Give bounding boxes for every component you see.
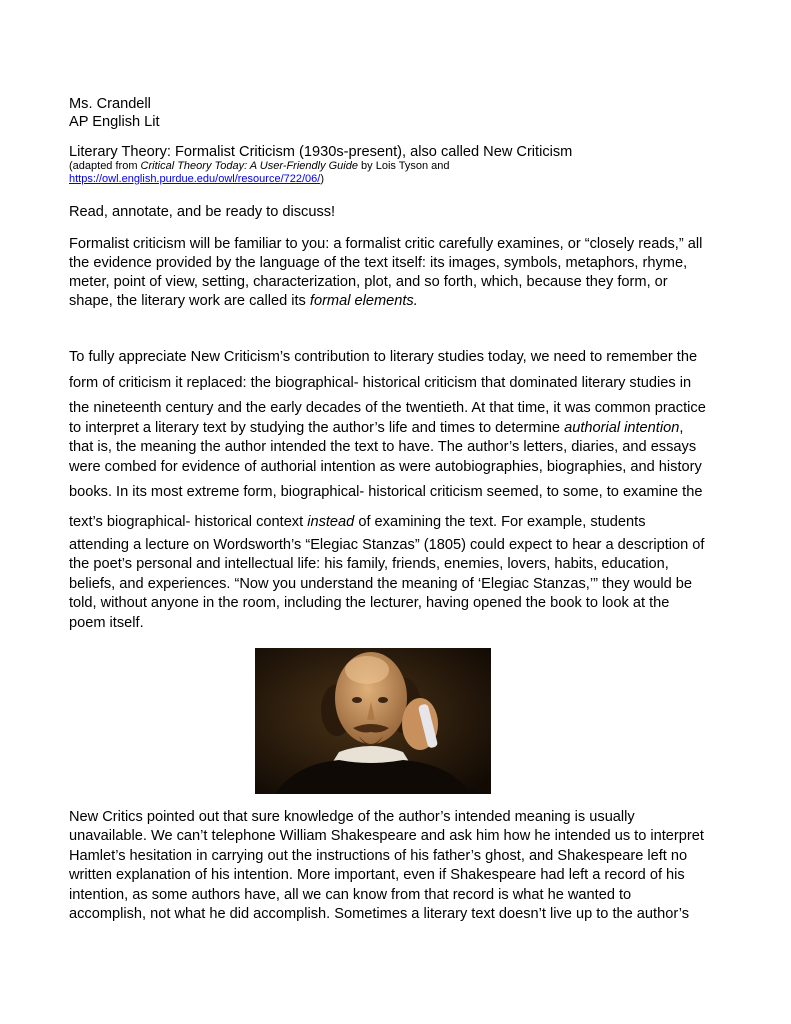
source-link-line xyxy=(69,173,324,186)
paragraph-2-line: poem itself. xyxy=(69,615,144,631)
paragraph-2-line: To fully appreciate New Criticism’s contribution to literary studies today, we need to remember the xyxy=(69,349,698,365)
paragraph-2-line: the nineteenth century and the early decades of the twentieth. At that time, it was common practice xyxy=(69,400,706,416)
authorial-intention-emphasis: authorial intention xyxy=(564,420,680,436)
paragraph-2-line: form of criticism it replaced: the biographical- historical criticism that dominated literary studies in xyxy=(69,375,692,391)
paragraph-3-line: Hamlet’s hesitation in carrying out the instructions of his father’s ghost, and Shakespeare left no xyxy=(69,848,688,864)
paragraph-1-line: the evidence provided by the language of the text itself: its images, symbols, metaphors, rhyme, xyxy=(69,255,688,271)
shakespeare-phone-portrait xyxy=(255,648,491,794)
source-citation xyxy=(69,160,450,173)
paragraph-2-line: attending a lecture on Wordsworth’s “Elegiac Stanzas” (1805) could expect to hear a description of xyxy=(69,537,705,553)
course-name: AP English Lit xyxy=(69,114,160,130)
paragraph-2-line xyxy=(69,513,646,531)
paragraph-3-line: written explanation of his intention. More important, even if Shakespeare had left a record of his xyxy=(69,867,685,883)
paragraph-2-line: that is, the meaning the author intended the text to have. The author’s letters, diaries, and essays xyxy=(69,439,697,455)
paragraph-2-text: of examining the text. For example, students xyxy=(354,514,646,530)
paragraph-3-line: unavailable. We can’t telephone William Shakespeare and ask him how he intended us to interpret xyxy=(69,828,704,844)
document-title: Literary Theory: Formalist Criticism (1930s-present), also called New Criticism xyxy=(69,144,573,160)
paragraph-2-line: the poet’s personal and intellectual life: his family, friends, enemies, lovers, habits, education, xyxy=(69,556,669,572)
paragraph-1-line: meter, point of view, setting, characterization, plot, and so forth, which, because they form, or xyxy=(69,274,668,290)
paragraph-2-text: , xyxy=(679,420,684,436)
formal-elements-emphasis: formal elements. xyxy=(309,293,418,309)
paragraph-2-text: text’s biographical- historical context xyxy=(69,514,308,530)
paragraph-2-line: books. In its most extreme form, biographical- historical criticism seemed, to some, to examine the xyxy=(69,484,703,500)
paragraph-2-line: were combed for evidence of authorial intention as were autobiographies, biographies, and history xyxy=(69,459,702,475)
source-suffix: by Lois Tyson and xyxy=(357,160,450,172)
paragraph-3-line: accomplish, not what he did accomplish. Sometimes a literary text doesn’t live up to the author’s xyxy=(69,906,690,922)
source-book-title: Critical Theory Today: A User-Friendly Guide xyxy=(140,160,358,172)
paragraph-1-text: shape, the literary work are called its xyxy=(69,293,310,309)
source-prefix: (adapted from xyxy=(69,160,141,172)
paragraph-3-line: New Critics pointed out that sure knowledge of the author’s intended meaning is usually xyxy=(69,809,635,825)
source-link[interactable]: https://owl.english.purdue.edu/owl/resource/722/06/ xyxy=(69,173,321,185)
paragraph-1-line xyxy=(69,292,418,310)
portrait-illustration xyxy=(255,648,491,794)
teacher-name: Ms. Crandell xyxy=(69,96,151,112)
source-close: ) xyxy=(320,173,324,185)
instruction-text: Read, annotate, and be ready to discuss! xyxy=(69,204,336,220)
paragraph-2-line: beliefs, and experiences. “Now you understand the meaning of ‘Elegiac Stanzas,’” they would be xyxy=(69,576,693,592)
paragraph-2-line: told, without anyone in the room, including the lecturer, having opened the book to look at the xyxy=(69,595,670,611)
instead-emphasis: instead xyxy=(307,514,355,530)
paragraph-3-line: intention, as some authors have, all we can know from that record is what he wanted to xyxy=(69,887,632,903)
paragraph-2-text: to interpret a literary text by studying the author’s life and times to determine xyxy=(69,420,565,436)
paragraph-1-line: Formalist criticism will be familiar to you: a formalist critic carefully examines, or “closely reads,” all xyxy=(69,236,703,252)
paragraph-2-line xyxy=(69,419,683,437)
